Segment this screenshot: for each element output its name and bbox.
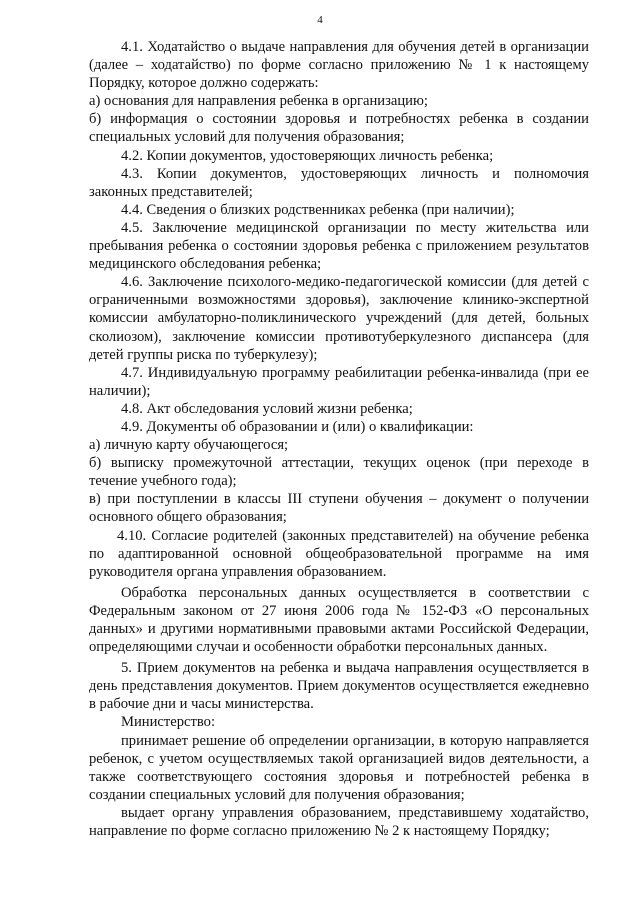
paragraph-ministry-decision: принимает решение об определении организации, в которую направляется ребенок, с учетом осуществляемых такой организацией видов деятельности, а также соответствующего состояния здоровья и потребностей ребенка в создании специальных условий для получения образования; [89, 732, 589, 803]
paragraph-ministry: Министерство: [121, 714, 216, 731]
paragraph-4-7: 4.7. Индивидуальную программу реабилитации ребенка-инвалида (при ее наличии); [89, 364, 589, 399]
paragraph-4-10: 4.10. Согласие родителей (законных представителей) на обучение ребенка по адаптированной основной общеобразовательной программе на имя руководителя органа управления образованием. [89, 527, 589, 580]
page-number: 4 [317, 14, 323, 26]
paragraph-4-5: 4.5. Заключение медицинской организации по месту жительства или пребывания ребенка о состоянии здоровья ребенка с приложением результатов медицинского обследования ребенка; [89, 219, 589, 273]
document-body [89, 38, 589, 840]
paragraph-4-3: 4.3. Копии документов, удостоверяющих личность и полномочия законных представителей; [89, 165, 589, 200]
paragraph-4-2: 4.2. Копии документов, удостоверяющих личность ребенка; [121, 147, 494, 164]
paragraph-4-6: 4.6. Заключение психолого-медико-педагогической комиссии (для детей с ограниченными возможностями здоровья), заключение клинико-экспертной комиссии амбулаторно-поликлинического учреждений (для детей, больных сколиозом), заключение комиссии противотуберкулезного диспансера (для детей группы риска по туберкулезу); [89, 274, 589, 363]
paragraph-4-9-b: б) выписку промежуточной аттестации, текущих оценок (при переходе в течение учебного года); [89, 455, 589, 490]
paragraph-personal-data: Обработка персональных данных осуществляется в соответствии с Федеральным законом от 27 июня 2006 года № 152-ФЗ «О персональных данных» и другими нормативными правовыми актами Российской Федерации, определяющими случаи и особенности обработки персональных данных. [89, 584, 589, 656]
paragraph-ministry-issues: выдает органу управления образованием, представившему ходатайство, направление по форме согласно приложению № 2 к настоящему Порядку; [89, 804, 589, 840]
paragraph-4-8: 4.8. Акт обследования условий жизни ребенка; [121, 400, 413, 417]
paragraph-4-9-a: а) личную карту обучающегося; [89, 437, 289, 454]
paragraph-4-1-b: б) информация о состоянии здоровья и потребностях ребенка в создании специальных условий для получения образования; [89, 111, 589, 146]
paragraph-4-1: 4.1. Ходатайство о выдаче направления для обучения детей в организации (далее – ходатайство) по форме согласно приложению № 1 к настоящему Порядку, которое должно содержать: [89, 39, 589, 92]
paragraph-4-9: 4.9. Документы об образовании и (или) о квалификации: [121, 418, 474, 435]
paragraph-4-1-a: а) основания для направления ребенка в организацию; [89, 93, 428, 110]
paragraph-5: 5. Прием документов на ребенка и выдача направления осуществляется в день представления документов. Прием документов осуществляется ежедневно в рабочие дни и часы министерства. [89, 660, 589, 713]
paragraph-4-4: 4.4. Сведения о близких родственниках ребенка (при наличии); [121, 201, 515, 218]
paragraph-4-9-c: в) при поступлении в классы III ступени обучения – документ о получении основного общего образования; [89, 491, 589, 526]
